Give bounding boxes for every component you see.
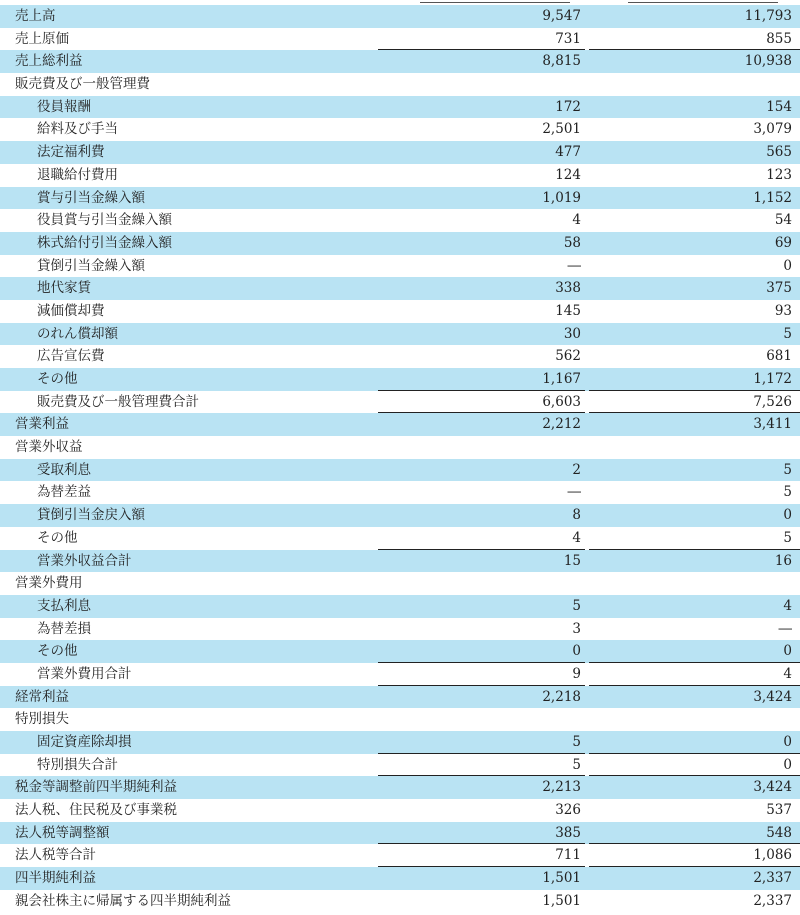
prior-period-value: 326 — [555, 802, 581, 819]
table-row — [0, 504, 800, 527]
current-period-value: 11,793 — [744, 8, 792, 24]
row-label: 親会社株主に帰属する四半期純利益 — [15, 892, 231, 909]
row-label: 固定資産除却損 — [37, 734, 132, 750]
row-label: 営業利益 — [15, 416, 69, 433]
prior-period-value: 1,501 — [542, 892, 581, 909]
current-period-value: 1,086 — [753, 847, 792, 864]
table-row — [0, 550, 800, 573]
current-period-value: 2,337 — [753, 892, 792, 909]
row-label: 役員報酬 — [37, 98, 91, 115]
row-label: その他 — [37, 529, 78, 546]
income-statement-table — [0, 5, 800, 913]
prior-period-value: 30 — [563, 325, 581, 342]
current-period-value: 5 — [783, 461, 792, 478]
current-period-value: ― — [778, 620, 792, 637]
current-period-value: 0 — [783, 756, 792, 773]
prior-period-value: 9 — [572, 665, 581, 682]
prior-period-value: 1,501 — [542, 870, 581, 887]
current-period-value: 4 — [783, 665, 792, 682]
total-rule — [589, 549, 800, 550]
table-row — [0, 413, 800, 436]
table-row — [0, 391, 800, 414]
row-label: 売上高 — [15, 8, 56, 24]
current-period-value: 3,424 — [753, 779, 792, 796]
table-row — [0, 527, 800, 550]
table-row — [0, 50, 800, 73]
current-period-value: 548 — [766, 824, 792, 841]
row-label: 法人税等調整額 — [15, 824, 110, 841]
row-label: 株式給付引当金繰入額 — [37, 234, 172, 251]
row-label: 法定福利費 — [37, 144, 105, 161]
current-period-value: 3,079 — [753, 121, 792, 138]
prior-period-value: 124 — [555, 166, 581, 183]
prior-period-value: 2,213 — [542, 779, 581, 796]
table-row — [0, 731, 800, 754]
table-row — [0, 118, 800, 141]
table-row — [0, 28, 800, 51]
row-label: 為替差損 — [37, 620, 91, 637]
row-label: 税金等調整前四半期純利益 — [15, 779, 177, 796]
current-period-value: 154 — [766, 98, 792, 115]
current-period-value: 681 — [766, 348, 792, 365]
row-label: 広告宣伝費 — [37, 348, 105, 365]
current-period-value: 4 — [783, 597, 792, 614]
row-label: 賞与引当金繰入額 — [37, 189, 145, 206]
table-row — [0, 96, 800, 119]
prior-period-value: 1,019 — [542, 189, 581, 206]
prior-period-value: 1,167 — [542, 371, 581, 387]
prior-period-value: 6,603 — [542, 393, 581, 410]
current-period-value: 10,938 — [744, 53, 792, 70]
current-period-value: 0 — [783, 734, 792, 750]
current-period-value: 1,172 — [753, 371, 792, 387]
prior-period-value: 4 — [572, 529, 581, 546]
table-row — [0, 73, 800, 96]
current-period-value: 69 — [774, 234, 792, 251]
table-row — [0, 890, 800, 913]
row-label: 経常利益 — [15, 688, 69, 705]
row-label: 給料及び手当 — [37, 121, 118, 138]
current-period-value: 565 — [766, 144, 792, 161]
prior-period-value: 5 — [572, 597, 581, 614]
table-row — [0, 595, 800, 618]
prior-period-value: 338 — [555, 280, 581, 297]
total-rule — [589, 753, 800, 754]
table-row — [0, 708, 800, 731]
row-label: 法人税、住民税及び事業税 — [15, 802, 177, 819]
prior-period-value: 0 — [572, 643, 581, 660]
table-row — [0, 799, 800, 822]
table-row — [0, 844, 800, 867]
row-label: 販売費及び一般管理費合計 — [37, 393, 199, 410]
total-rule — [378, 662, 585, 663]
current-period-value: 0 — [783, 507, 792, 524]
prior-period-value: 58 — [563, 234, 581, 251]
prior-period-value: 8 — [572, 507, 581, 524]
row-label: 営業外費用合計 — [37, 665, 132, 682]
prior-period-value: 5 — [572, 756, 581, 773]
row-label: 売上原価 — [15, 30, 69, 47]
table-row — [0, 686, 800, 709]
prior-period-value: 385 — [555, 824, 581, 841]
current-period-value: 16 — [774, 552, 792, 569]
row-label: 特別損失合計 — [37, 756, 118, 773]
prior-period-value: 172 — [555, 98, 581, 115]
table-row — [0, 300, 800, 323]
prior-period-value: ― — [567, 257, 581, 274]
row-label: 地代家賃 — [37, 280, 91, 297]
table-row — [0, 822, 800, 845]
current-period-value: 93 — [774, 302, 792, 319]
table-row — [0, 209, 800, 232]
prior-period-value: 477 — [555, 144, 581, 161]
row-label: その他 — [37, 643, 78, 660]
table-row — [0, 141, 800, 164]
total-rule — [378, 843, 585, 844]
row-label: 売上総利益 — [15, 53, 83, 70]
table-row — [0, 5, 800, 28]
row-label: 営業外収益合計 — [37, 552, 132, 569]
prior-period-value: 2,218 — [542, 688, 581, 705]
row-label: その他 — [37, 371, 78, 387]
current-period-value: 375 — [766, 280, 792, 297]
current-period-value: 0 — [783, 643, 792, 660]
prior-period-value: 4 — [572, 212, 581, 229]
row-label: 四半期純利益 — [15, 870, 96, 887]
current-period-value: 5 — [783, 529, 792, 546]
row-label: のれん償却額 — [37, 325, 118, 342]
row-label: 営業外費用 — [15, 575, 83, 592]
table-row — [0, 436, 800, 459]
prior-period-value: 711 — [555, 847, 581, 864]
prior-period-value: 8,815 — [542, 53, 581, 70]
row-label: 減価償却費 — [37, 302, 105, 319]
table-row — [0, 187, 800, 210]
row-label: 退職給付費用 — [37, 166, 118, 183]
row-label: 特別損失 — [15, 711, 69, 728]
current-period-value: 3,424 — [753, 688, 792, 705]
current-period-value: 5 — [783, 484, 792, 501]
prior-period-value: 731 — [555, 30, 581, 47]
table-row — [0, 255, 800, 278]
prior-period-value: 3 — [572, 620, 581, 637]
row-label: 貸倒引当金戻入額 — [37, 507, 145, 524]
total-rule — [378, 549, 585, 550]
prior-period-value: ― — [567, 484, 581, 501]
row-label: 営業外収益 — [15, 439, 83, 456]
row-label: 支払利息 — [37, 597, 91, 614]
table-row — [0, 640, 800, 663]
current-period-value: 537 — [766, 802, 792, 819]
total-rule — [378, 753, 585, 754]
table-row — [0, 345, 800, 368]
row-label: 貸倒引当金繰入額 — [37, 257, 145, 274]
table-row — [0, 232, 800, 255]
current-period-value: 2,337 — [753, 870, 792, 887]
table-row — [0, 368, 800, 391]
current-period-value: 855 — [766, 30, 792, 47]
table-row — [0, 867, 800, 890]
prior-period-value: 145 — [555, 302, 581, 319]
table-row — [0, 164, 800, 187]
table-row — [0, 323, 800, 346]
table-row — [0, 776, 800, 799]
prior-period-value: 2 — [572, 461, 581, 478]
row-label: 為替差益 — [37, 484, 91, 501]
table-row — [0, 618, 800, 641]
table-row — [0, 481, 800, 504]
row-label: 受取利息 — [37, 461, 91, 478]
current-period-value: 1,152 — [753, 189, 792, 206]
current-period-value: 5 — [783, 325, 792, 342]
table-row — [0, 572, 800, 595]
column-header-current — [628, 0, 778, 3]
prior-period-value: 562 — [555, 348, 581, 365]
row-label: 販売費及び一般管理費 — [15, 76, 150, 93]
current-period-value: 7,526 — [753, 393, 792, 410]
row-label: 法人税等合計 — [15, 847, 96, 864]
current-period-value: 54 — [774, 212, 792, 229]
total-rule — [589, 662, 800, 663]
prior-period-value: 15 — [563, 552, 581, 569]
current-period-value: 0 — [783, 257, 792, 274]
prior-period-value: 2,212 — [542, 416, 581, 433]
table-row — [0, 277, 800, 300]
table-row — [0, 663, 800, 686]
table-row — [0, 754, 800, 777]
prior-period-value: 2,501 — [542, 121, 581, 138]
prior-period-value: 5 — [572, 734, 581, 750]
current-period-value: 3,411 — [753, 416, 792, 433]
row-label: 役員賞与引当金繰入額 — [37, 212, 172, 229]
prior-period-value: 9,547 — [542, 8, 581, 24]
column-header-prior — [420, 0, 570, 3]
current-period-value: 123 — [766, 166, 792, 183]
table-row — [0, 459, 800, 482]
